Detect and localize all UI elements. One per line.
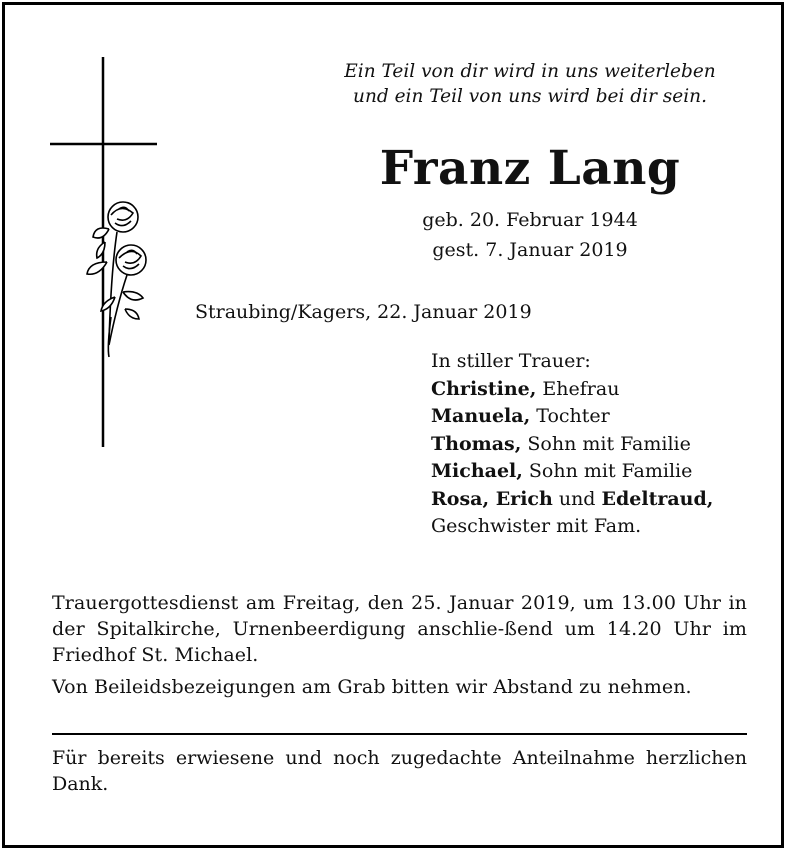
death-date: gest. 7. Januar 2019	[432, 239, 628, 261]
mourners-heading: In stiller Trauer:	[431, 350, 591, 372]
condolence-paragraph: Von Beileidsbezeigungen am Grab bitten wir Abstand zu nehmen.	[52, 676, 692, 698]
mourner-name: Christine,	[431, 377, 537, 400]
siblings-relation: Geschwister mit Fam.	[431, 515, 642, 537]
motto	[315, 59, 745, 109]
funeral-service-info	[52, 590, 747, 706]
motto-line-2: und ein Teil von uns wird bei dir sein.	[353, 86, 707, 107]
place-and-date: Straubing/Kagers, 22. Januar 2019	[195, 301, 532, 323]
birth-date: geb. 20. Februar 1944	[422, 209, 638, 231]
divider	[52, 733, 747, 735]
deceased-name: Franz Lang	[379, 141, 681, 196]
cross-icon	[45, 57, 165, 452]
life-dates	[315, 205, 745, 265]
thanks-text: Für bereits erwiesene und noch zugedachte Anteilnahme herzlichen Dank.	[52, 747, 747, 795]
motto-line-1: Ein Teil von dir wird in uns weiterleben	[344, 61, 716, 82]
mourner-relation: Tochter	[530, 405, 610, 427]
mourner-entry	[431, 458, 713, 486]
mourner-relation: Ehefrau	[536, 377, 620, 400]
mourner-name: Thomas,	[431, 432, 522, 455]
roses-icon	[87, 202, 146, 357]
obituary-notice	[2, 2, 784, 848]
mourner-entry	[431, 376, 713, 404]
mourner-name: Michael,	[431, 460, 523, 482]
mourner-entry	[431, 403, 713, 431]
mourner-relation: Sohn mit Familie	[521, 432, 691, 455]
mourner-relation: Sohn mit Familie	[522, 460, 693, 482]
sibling-names: Rosa, Erich	[431, 487, 553, 510]
mourner-name: Manuela,	[431, 405, 531, 427]
mourners-block	[431, 348, 713, 541]
siblings-connector: und	[552, 487, 602, 510]
service-paragraph: Trauergottesdienst am Freitag, den 25. Januar 2019, um 13.00 Uhr in der Spitalkirche, Urnenbeerdigung anschlie-ßend um 14.20 Uhr im Friedhof St. Michael.	[52, 592, 747, 666]
sibling-name: Edeltraud,	[601, 487, 714, 510]
siblings-entry	[431, 486, 713, 514]
mourner-entry	[431, 431, 713, 459]
